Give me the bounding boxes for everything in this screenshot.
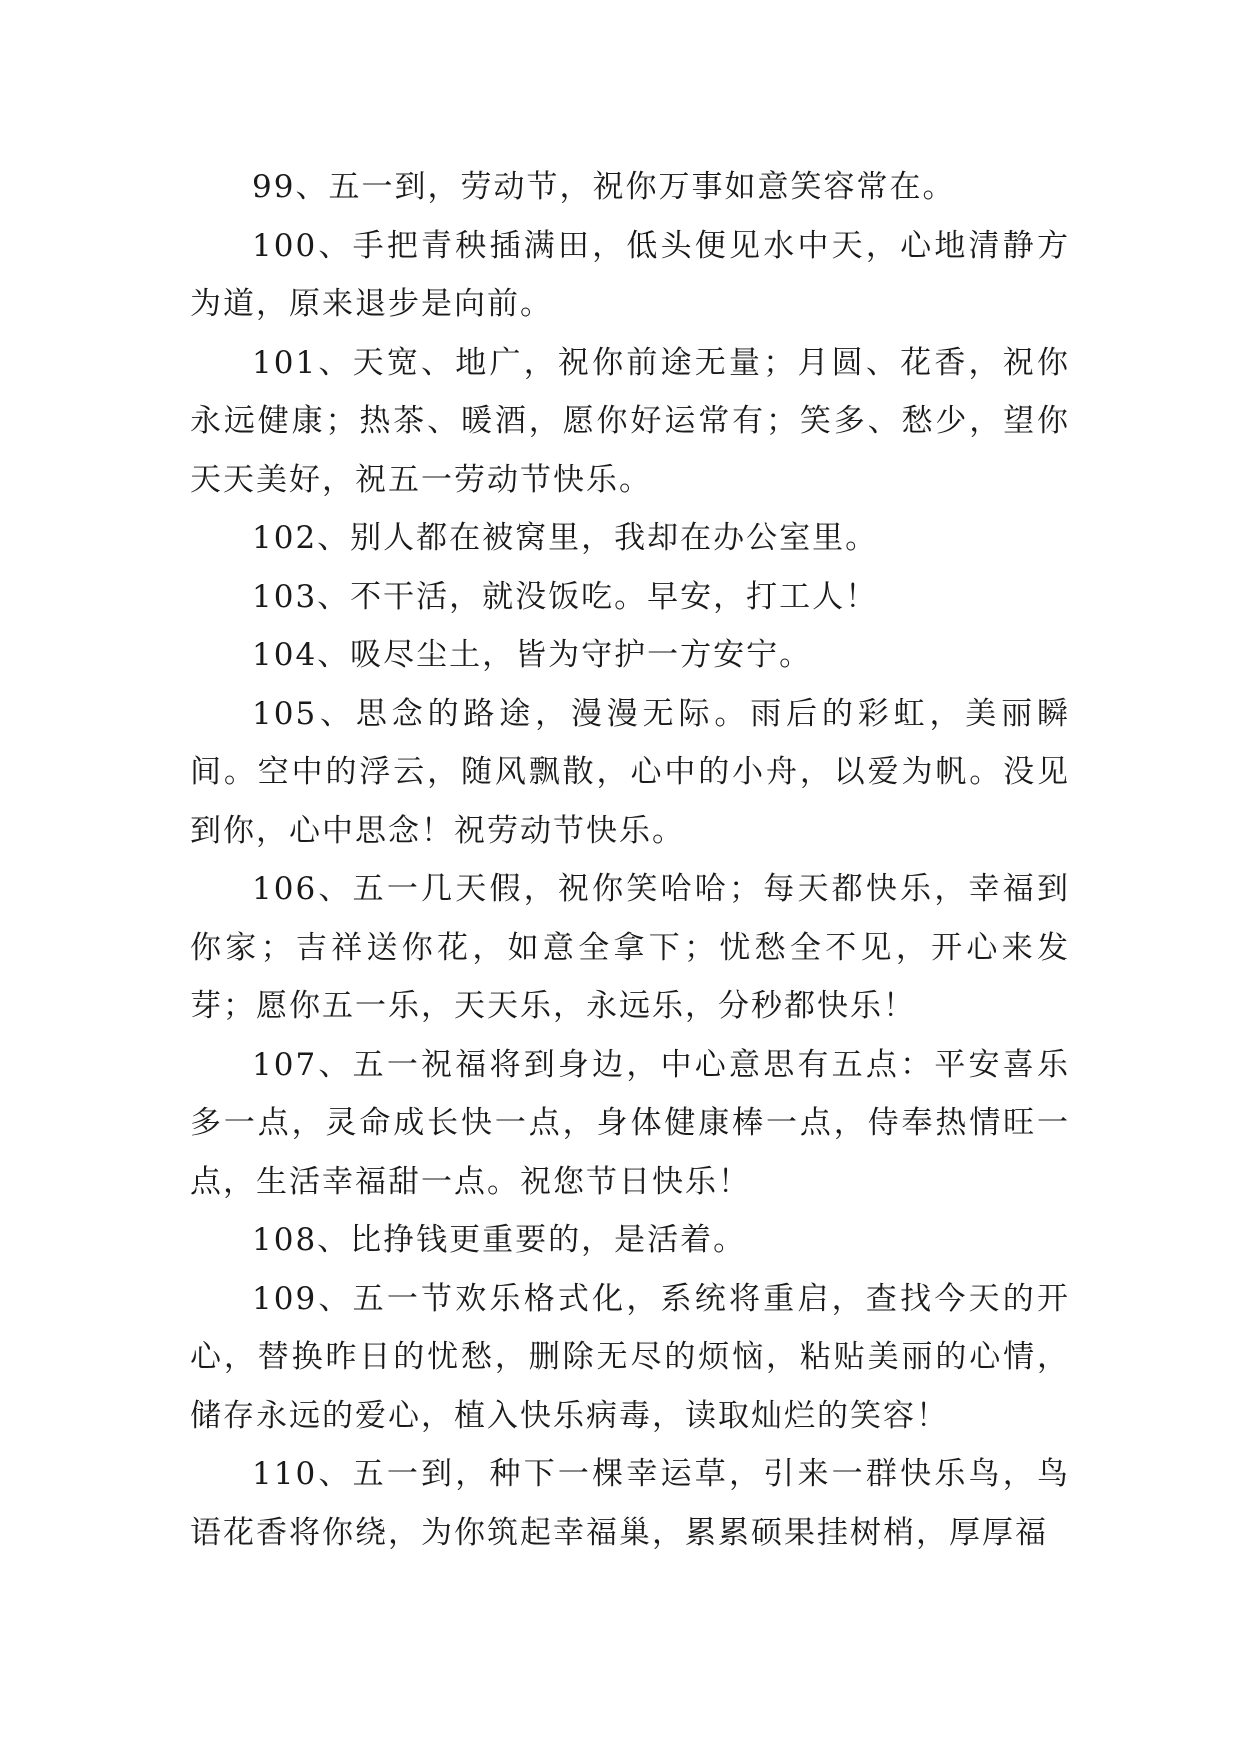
paragraph-103: 103、不干活，就没饭吃。早安，打工人！ [252,578,879,615]
paragraph-99: 99、五一到，劳动节，祝你万事如意笑容常在。 [252,169,956,205]
document-body [190,158,1070,1562]
paragraph-102: 102、别人都在被窝里，我却在办公室里。 [252,520,879,556]
paragraph-107: 107、五一祝福将到身边，中心意思有五点：平安喜乐多一点，灵命成长快一点，身体健康棒一点，侍奉热情旺一点，生活幸福甜一点。祝您节日快乐！ [190,1046,1070,1200]
paragraph-109: 109、五一节欢乐格式化，系统将重启，查找今天的开心，替换昨日的忧愁，删除无尽的烦恼，粘贴美丽的心情，储存永远的爱心，植入快乐病毒，读取灿烂的笑容！ [190,1280,1070,1434]
paragraph-110: 110、五一到，种下一棵幸运草，引来一群快乐鸟，鸟语花香将你绕，为你筑起幸福巢，累累硕果挂树梢，厚厚福 [190,1456,1070,1551]
paragraph-108: 108、比挣钱更重要的，是活着。 [252,1222,747,1258]
paragraph-100: 100、手把青秧插满田，低头便见水中天，心地清静方为道，原来退步是向前。 [190,227,1070,322]
paragraph-104: 104、吸尽尘土，皆为守护一方安宁。 [252,637,813,673]
paragraph-101: 101、天宽、地广，祝你前途无量；月圆、花香，祝你永远健康；热茶、暖酒，愿你好运常有；笑多、愁少，望你天天美好，祝五一劳动节快乐。 [190,344,1070,498]
paragraph-106: 106、五一几天假，祝你笑哈哈；每天都快乐，幸福到你家；吉祥送你花，如意全拿下；忧愁全不见，开心来发芽；愿你五一乐，天天乐，永远乐，分秒都快乐！ [190,871,1070,1024]
paragraph-105: 105、思念的路途，漫漫无际。雨后的彩虹，美丽瞬间。空中的浮云，随风飘散，心中的小舟，以爱为帆。没见到你，心中思念！祝劳动节快乐。 [190,695,1070,849]
